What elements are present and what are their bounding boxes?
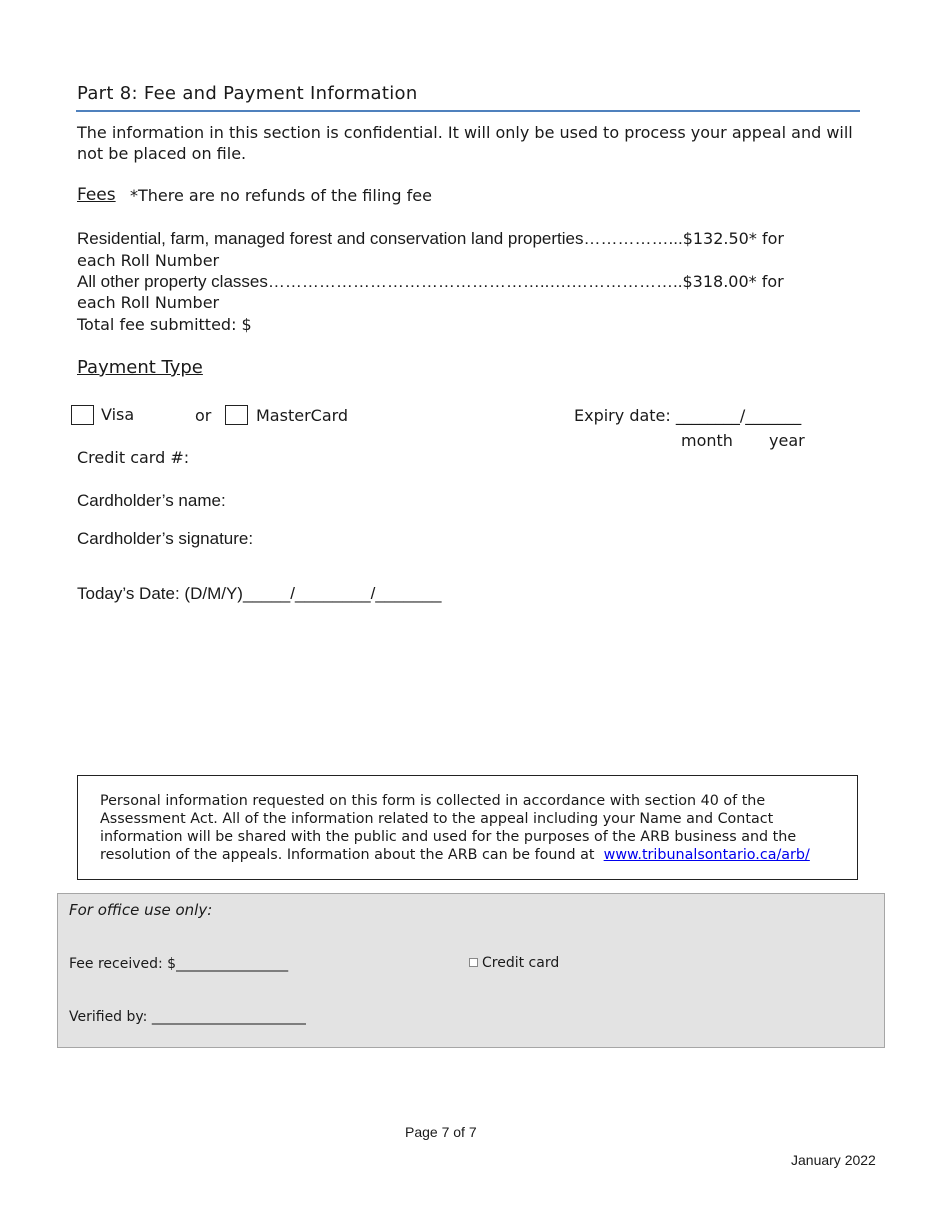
todays-date-field[interactable]: Today’s Date: (D/M/Y)_____/________/_______ <box>77 584 442 603</box>
other-fee-suffix: each Roll Number <box>77 293 220 312</box>
payment-type-heading: Payment Type <box>77 357 203 378</box>
other-fee-label: All other property classes…………………………………………..….……………….. <box>77 272 683 291</box>
other-fee-line <box>77 272 784 292</box>
expiry-date-field[interactable]: Expiry date: ________/_______ <box>574 406 802 425</box>
or-label: or <box>195 406 212 425</box>
residential-fee-amount: $132.50* for <box>682 229 784 248</box>
other-fee-amount: $318.00* for <box>682 272 784 291</box>
total-fee-label: Total fee submitted: $ <box>77 315 252 334</box>
privacy-notice <box>100 792 845 864</box>
fee-received-field[interactable]: Fee received: $________________ <box>69 956 289 972</box>
credit-card-option-label: Credit card <box>482 955 560 971</box>
verified-by-field[interactable]: Verified by: ______________________ <box>69 1009 306 1025</box>
page-number: Page 7 of 7 <box>405 1124 477 1140</box>
section-title: Part 8: Fee and Payment Information <box>77 83 418 104</box>
visa-checkbox[interactable] <box>71 405 94 425</box>
office-use-box <box>57 893 885 1048</box>
credit-card-option[interactable] <box>469 955 559 971</box>
office-use-title: For office use only: <box>69 901 213 919</box>
mastercard-checkbox[interactable] <box>225 405 248 425</box>
privacy-notice-text: Personal information requested on this form is collected in accordance with section 40 of the Assessment Act. All of the information related to the appeal including your Name and Contact information will be shared with the public and used for the purposes of the ARB business and the resolution of the appeals. Information about the ARB can be found at <box>100 793 797 863</box>
credit-card-checkbox[interactable] <box>469 958 478 967</box>
residential-fee-suffix: each Roll Number <box>77 251 220 270</box>
revision-date: January 2022 <box>791 1152 876 1168</box>
arb-website-link[interactable]: www.tribunalsontario.ca/arb/ <box>603 847 810 863</box>
credit-card-number-field[interactable]: Credit card #: <box>77 448 190 467</box>
expiry-year-label: year <box>769 431 805 450</box>
mastercard-label: MasterCard <box>256 406 349 425</box>
fees-refund-note: *There are no refunds of the filing fee <box>130 186 432 205</box>
residential-fee-line <box>77 229 784 249</box>
expiry-month-label: month <box>681 431 733 450</box>
section-divider <box>76 110 860 112</box>
cardholder-name-field[interactable]: Cardholder’s name: <box>77 491 226 510</box>
fees-heading: Fees <box>77 185 116 205</box>
residential-fee-label: Residential, farm, managed forest and conservation land properties……………... <box>77 229 683 248</box>
privacy-notice-box <box>77 775 858 880</box>
cardholder-signature-field[interactable]: Cardholder’s signature: <box>77 529 254 548</box>
visa-label: Visa <box>101 405 135 424</box>
confidentiality-notice: The information in this section is confidential. It will only be used to process your appeal and will not be placed on file. <box>77 123 853 163</box>
